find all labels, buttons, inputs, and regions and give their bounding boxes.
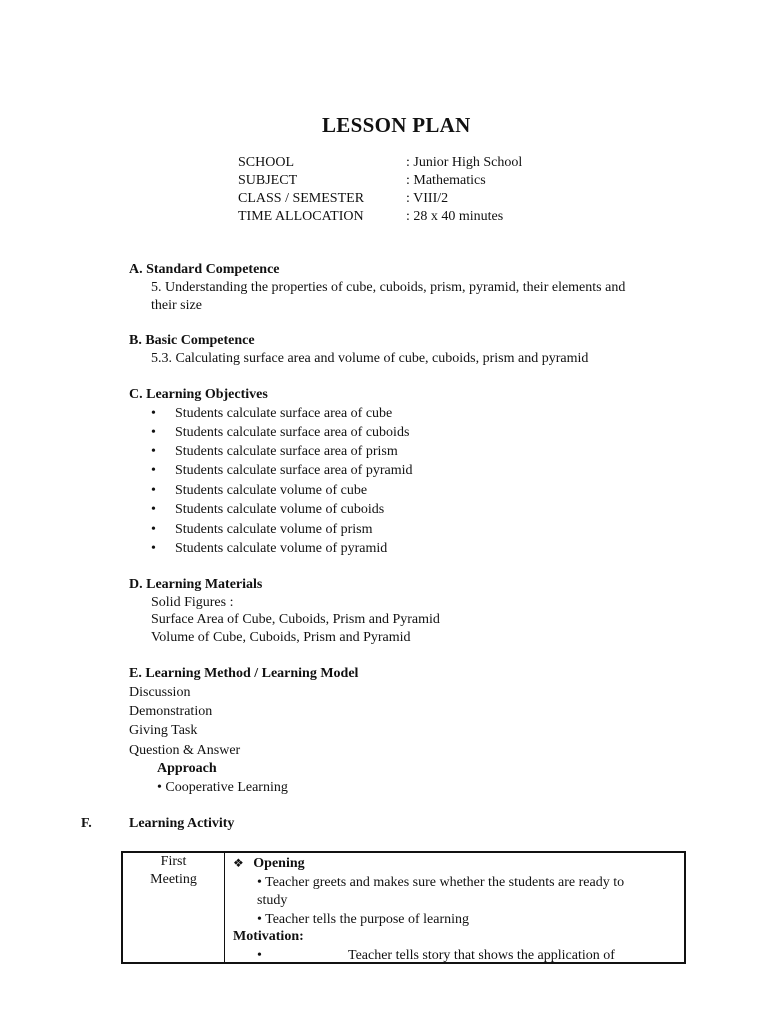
page-title: LESSON PLAN [322,113,471,137]
objective-text: Students calculate volume of prism [175,522,373,537]
bullet: • [151,541,156,556]
meeting-label-line2: Meeting [150,872,197,887]
objective-text: Students calculate surface area of pyramid [175,463,413,478]
motivation-text: Teacher tells story that shows the application of [348,948,615,963]
section-a-heading: A. Standard Competence [129,262,280,277]
header-value-class: : VIII/2 [406,191,449,206]
objective-text: Students calculate volume of pyramid [175,541,388,556]
bullet: • [151,502,156,517]
section-b-heading: B. Basic Competence [129,333,255,348]
objective-text: Students calculate surface area of cuboids [175,425,410,440]
method-item: Discussion [129,685,191,700]
activity-item-1-line2: study [257,893,288,908]
motivation-label: Motivation: [233,929,304,944]
bullet: • [151,406,156,421]
header-value-subject: : Mathematics [406,173,486,188]
objective-text: Students calculate volume of cuboids [175,502,385,517]
approach-heading: Approach [157,761,217,776]
section-a-line2: their size [151,298,202,313]
header-label-time: TIME ALLOCATION [238,209,364,224]
bullet: • [151,483,156,498]
bullet: • [151,425,156,440]
section-b-text: 5.3. Calculating surface area and volume of cube, cuboids, prism and pyramid [151,351,589,366]
method-item: Question & Answer [129,743,241,758]
header-value-school: : Junior High School [406,155,523,170]
section-f-letter: F. [81,816,92,831]
header-value-time: : 28 x 40 minutes [406,209,504,224]
activity-content-cell [225,852,686,963]
meeting-cell [122,852,225,963]
approach-item: • Cooperative Learning [157,780,288,795]
bullet: • [151,463,156,478]
opening-row [233,854,305,873]
meeting-label-line1: First [160,854,187,869]
bullet: • [151,444,156,459]
motivation-bullet: • [257,948,262,963]
header-label-subject: SUBJECT [238,173,298,188]
bullet: • [151,522,156,537]
objective-text: Students calculate surface area of prism [175,444,398,459]
diamond-bullet-icon: ❖ [233,856,244,870]
objective-text: Students calculate surface area of cube [175,406,393,421]
header-label-class: CLASS / SEMESTER [238,191,365,206]
section-f-heading: Learning Activity [129,816,235,831]
section-a-line1: 5. Understanding the properties of cube, cuboids, prism, pyramid, their elements and [151,280,626,295]
section-c-heading: C. Learning Objectives [129,387,268,402]
opening-label: Opening [253,856,305,871]
activity-item-1-line1: • Teacher greets and makes sure whether the students are ready to [257,875,625,890]
materials-line: Surface Area of Cube, Cuboids, Prism and Pyramid [151,612,440,627]
header-label-school: SCHOOL [238,155,295,170]
materials-line: Solid Figures : [151,595,234,610]
method-item: Giving Task [129,723,198,738]
method-item: Demonstration [129,704,213,719]
section-d-heading: D. Learning Materials [129,577,263,592]
objective-text: Students calculate volume of cube [175,483,368,498]
materials-line: Volume of Cube, Cuboids, Prism and Pyramid [151,630,411,645]
section-e-heading: E. Learning Method / Learning Model [129,666,359,681]
activity-table [121,851,686,964]
activity-item-2: • Teacher tells the purpose of learning [257,912,470,927]
